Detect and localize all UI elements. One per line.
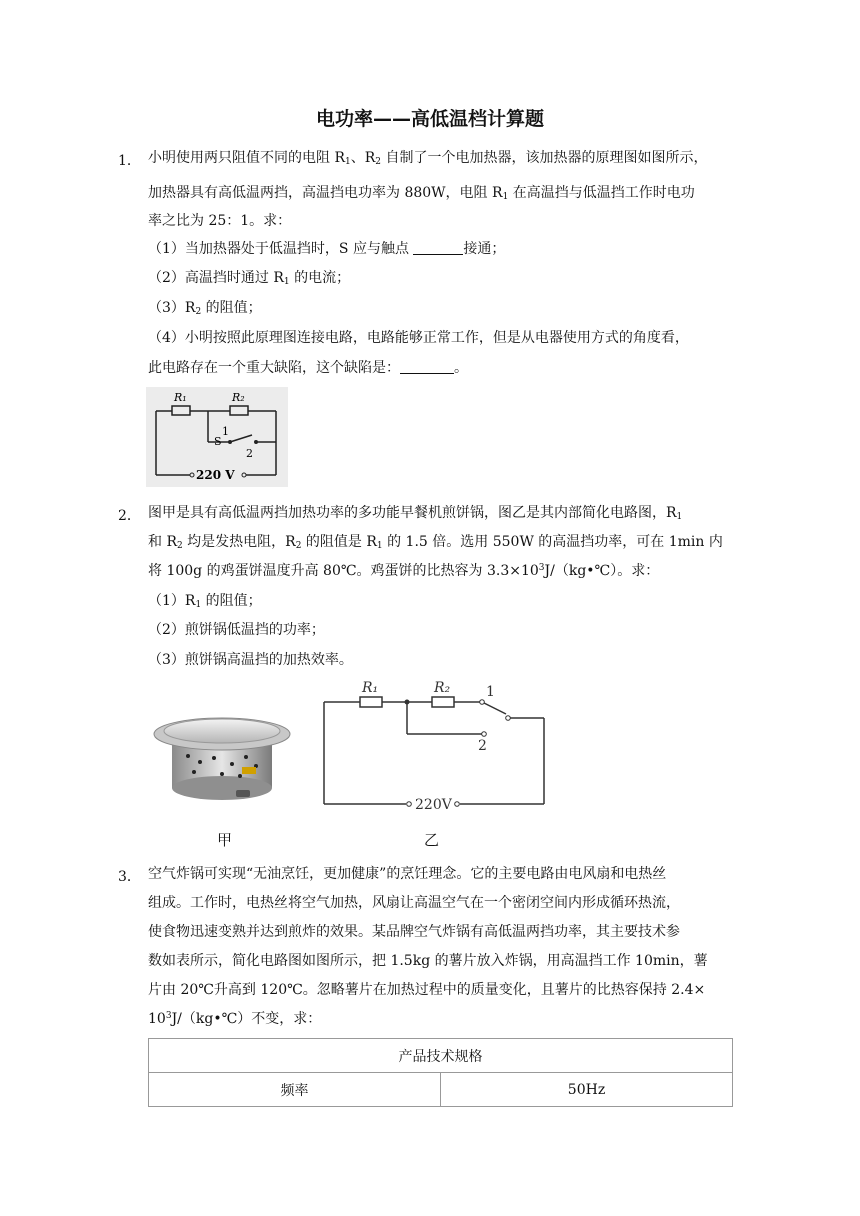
table-header-cell: 产品技术规格 bbox=[149, 1039, 733, 1073]
question-text-line: 使食物迅速变熟并达到煎炸的效果。某品牌空气炸锅有高低温两挡功率，其主要技术参 bbox=[148, 924, 680, 940]
voltage-label: 220V bbox=[415, 797, 452, 812]
sub-question-3: （3）煎饼锅高温挡的加热效率。 bbox=[148, 652, 353, 668]
answer-blank[interactable] bbox=[413, 240, 463, 255]
caption-yi: 乙 bbox=[424, 831, 440, 849]
r1-label: R₁ bbox=[174, 391, 187, 404]
question-text-line: 将 100g 的鸡蛋饼温度升高 80℃。鸡蛋饼的比热容为 $3.3\times 10^3J/(kg•℃)$。求： bbox=[148, 563, 660, 579]
r2-label: R₂ bbox=[434, 680, 451, 696]
question-number: 3． bbox=[118, 869, 141, 885]
circuit-diagram-2 bbox=[318, 678, 550, 812]
sub-question-1: $(1)R_1$ 的阻值； bbox=[148, 593, 262, 610]
contact-1-label: 1 bbox=[222, 425, 229, 438]
question-text-line: 空气炸锅可实现“无油烹饪，更加健康”的烹饪理念。它的主要电路由电风扇和电热丝 bbox=[148, 866, 667, 882]
question-text-line: 数如表所示，简化电路图如图所示，把 1.5kg 的薯片放入炸锅，用高温挡工作 10min，薯 bbox=[148, 953, 708, 969]
caption-jia: 甲 bbox=[217, 831, 233, 849]
question-text-line: 小明使用两只阻值不同的电阻 $R_1$、$R_2$ 自制了一个电加热器，该加热器的原理图如图所示， bbox=[148, 150, 708, 167]
contact-1-label: 1 bbox=[486, 684, 495, 700]
pancake-pan-photo bbox=[152, 712, 292, 804]
table-row bbox=[149, 1039, 733, 1073]
contact-2-label: 2 bbox=[246, 447, 253, 460]
sub-question-4: （4）小明按照此原理图连接电路，电路能够正常工作，但是从电器使用方式的角度看， bbox=[148, 330, 689, 346]
question-text-line: 图甲是具有高低温两挡加热功率的多功能早餐机煎饼锅，图乙是其内部简化电路图，$R_1$ bbox=[148, 505, 683, 522]
sub-question-3: $(3)R_2$ 的阻值； bbox=[148, 300, 262, 317]
answer-blank[interactable] bbox=[400, 359, 454, 374]
table-cell-label: 频率 bbox=[149, 1073, 441, 1107]
question-text-line: 加热器具有高低温两挡，高温挡电功率为 880W，电阻 $R_1$ 在高温挡与低温挡工作时电功 bbox=[148, 185, 695, 202]
page-title: 电功率——高低温档计算题 bbox=[315, 108, 544, 130]
sub-question-1: （1）当加热器处于低温挡时，S 应与触点 接通； bbox=[148, 241, 506, 257]
switch-s-label: S bbox=[214, 435, 222, 448]
sub-question-2: （2）煎饼锅低温挡的功率； bbox=[148, 622, 325, 638]
question-text-line: 组成。工作时，电热丝将空气加热，风扇让高温空气在一个密闭空间内形成循环热流， bbox=[148, 895, 680, 911]
spec-table bbox=[148, 1038, 733, 1107]
table-cell-value: 50Hz bbox=[441, 1073, 733, 1107]
question-text-line: $10^3J/(kg•℃)$不变，求： bbox=[148, 1011, 322, 1027]
r1-label: R₁ bbox=[362, 680, 379, 696]
r2-label: R₂ bbox=[232, 391, 245, 404]
circuit-diagram-1 bbox=[146, 387, 288, 487]
contact-2-label: 2 bbox=[478, 738, 487, 754]
sub-question-2: （2）高温挡时通过 $R_1$ 的电流； bbox=[148, 270, 351, 287]
question-text-line: 片由 20℃升高到 120℃。忽略薯片在加热过程中的质量变化，且薯片的比热容保持 2.4× bbox=[148, 982, 706, 998]
table-row bbox=[149, 1073, 733, 1107]
question-text-line: 率之比为 25：1。求： bbox=[148, 213, 292, 229]
question-number: 2． bbox=[118, 508, 141, 524]
question-text-line: 和 $R_2$ 均是发热电阻，$R_2$ 的阻值是 $R_1$ 的 1.5 倍。选用 550W 的高温挡功率，可在 1min 内 bbox=[148, 534, 723, 551]
question-number: 1． bbox=[118, 153, 141, 169]
question-text-line: 此电路存在一个重大缺陷，这个缺陷是： 。 bbox=[148, 360, 468, 376]
voltage-label: 220 V bbox=[196, 468, 235, 482]
